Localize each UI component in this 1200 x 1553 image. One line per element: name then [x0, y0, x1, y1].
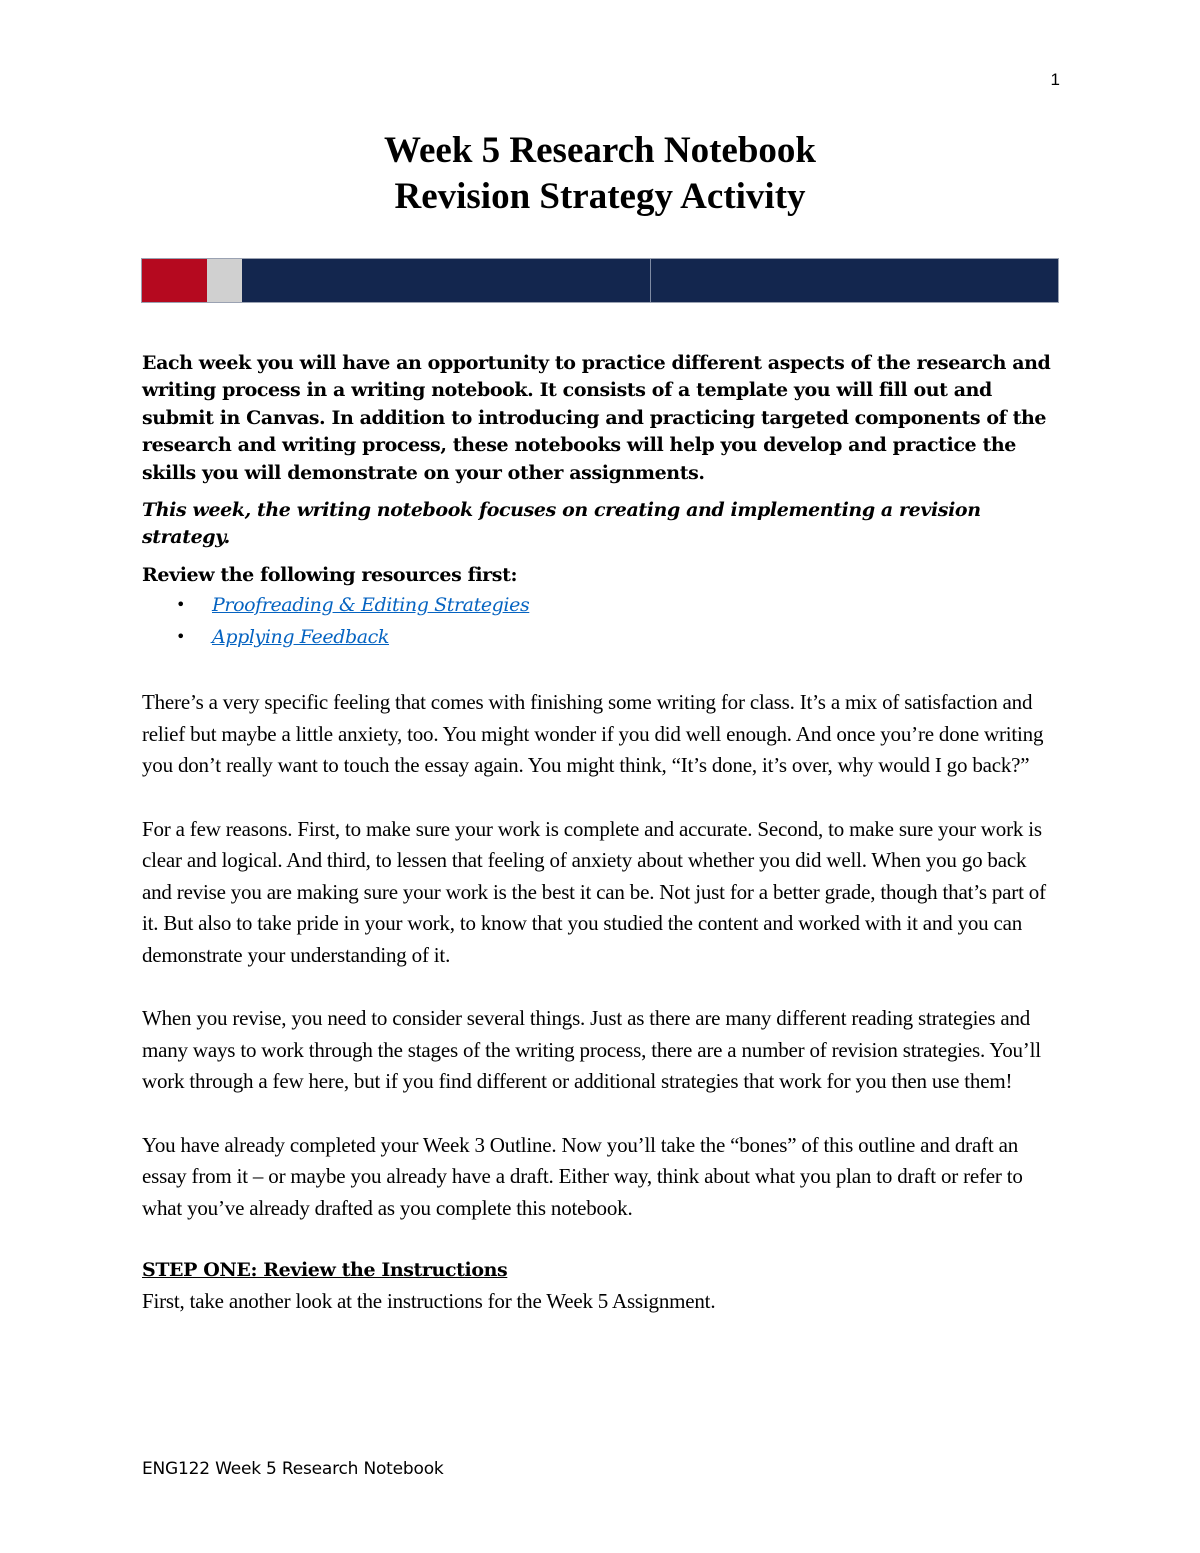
proofreading-editing-link[interactable]: Proofreading & Editing Strategies — [212, 594, 530, 617]
applying-feedback-link[interactable]: Applying Feedback — [212, 626, 390, 649]
step-one-heading: STEP ONE: Review the Instructions — [142, 1259, 508, 1282]
bullet-icon: • — [176, 595, 186, 615]
document-body — [142, 350, 1058, 1317]
list-item — [142, 621, 1058, 653]
decorative-banner — [141, 258, 1059, 303]
body-paragraph-4: You have already completed your Week 3 Outline. Now you’ll take the “bones” of this outline and draft an essay from it – or maybe you already have a draft. Either way, think about what you plan to draft or refer to what you’ve already drafted as you complete this notebook. — [142, 1132, 1023, 1220]
intro-paragraph: Each week you will have an opportunity to practice different aspects of the research and writing process in a writing notebook. It consists of a template you will fill out and submit in Canvas. In addition to introducing and practicing targeted components of the research and writing process, these notebooks will help you develop and practice the skills you will demonstrate on your other assignments. — [142, 352, 1051, 484]
body-paragraph-3: When you revise, you need to consider several things. Just as there are many different reading strategies and many ways to work through the stages of the writing process, there are a number of revision strategies. You’ll work through a few here, but if you find different or additional strategies that work for you then use them! — [142, 1006, 1041, 1094]
list-item — [142, 589, 1058, 621]
title-line-2: Revision Strategy Activity — [394, 176, 806, 217]
body-paragraph-2: For a few reasons. First, to make sure your work is complete and accurate. Second, to make sure your work is clear and logical. And third, to lessen that feeling of anxiety about whether you did well. When you go back and revise you are making sure your work is the best it can be. Not just for a better grade, though that’s part of it. But also to take pride in your work, to know that you studied the content and worked with it and you can demonstrate your understanding of it. — [142, 816, 1046, 967]
body-paragraph-1: There’s a very specific feeling that comes with finishing some writing for class. It’s a mix of satisfaction and relief but maybe a little anxiety, too. You might wonder if you did well enough. And once you’re done writing you don’t really want to touch the essay again. You might think, “It’s done, it’s over, why would I go back?” — [142, 690, 1044, 778]
banner-red-block — [142, 259, 207, 302]
title-line-1: Week 5 Research Notebook — [384, 130, 816, 171]
page-footer: ENG122 Week 5 Research Notebook — [142, 1459, 444, 1479]
resource-list — [142, 589, 1058, 653]
banner-navy-block-right — [651, 259, 1058, 302]
banner-navy-block-left — [242, 259, 651, 302]
page-number: 1 — [1050, 70, 1060, 89]
step-one-text: First, take another look at the instructions for the Week 5 Assignment. — [142, 1289, 716, 1314]
bullet-icon: • — [176, 627, 186, 647]
document-title — [0, 128, 1200, 220]
banner-gray-block — [207, 259, 242, 302]
focus-statement: This week, the writing notebook focuses on creating and implementing a revision strategy. — [142, 499, 981, 549]
review-heading: Review the following resources first: — [142, 563, 518, 586]
